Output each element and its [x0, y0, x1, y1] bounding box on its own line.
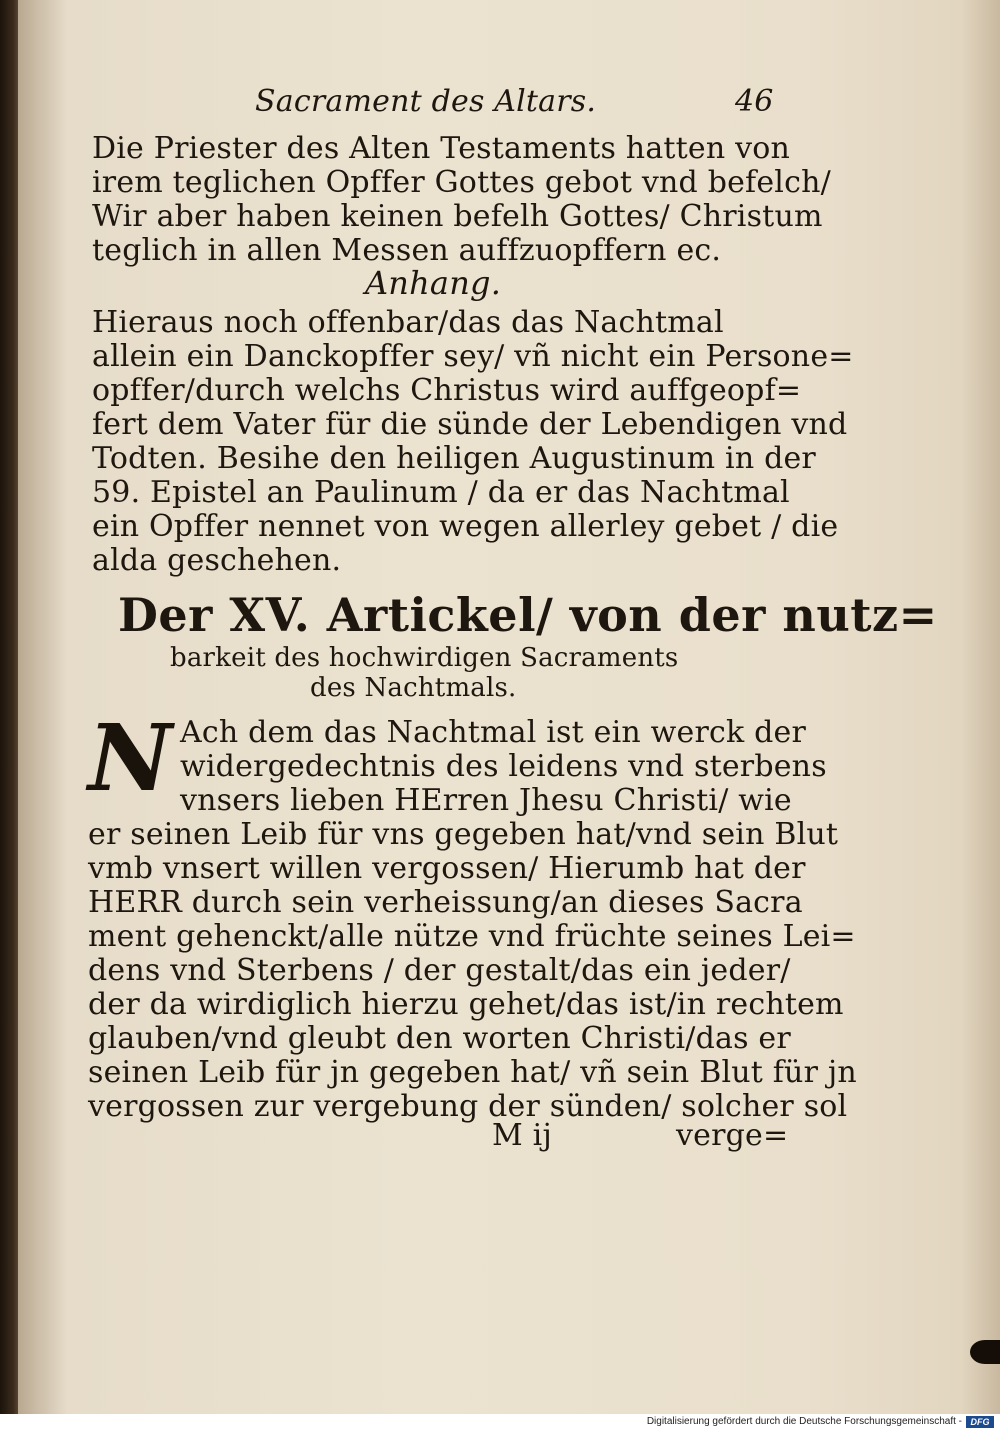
article-title: Der XV. Artickel/ von der nutz= [118, 588, 938, 642]
text-line: teglich in allen Messen auffzuopffern ec. [92, 233, 722, 268]
text-line: opffer/durch welchs Christus wird auffgeopf= [92, 373, 802, 408]
text-line: Todten. Besihe den heiligen Augustinum in der [92, 441, 816, 476]
dfg-logo-icon: DFG [966, 1416, 994, 1428]
text-line: ment gehenckt/alle nütze vnd früchte seines Lei= [88, 919, 856, 954]
folio-number: 46 [735, 84, 774, 119]
text-line: vnsers lieben HErren Jhesu Christi/ wie [180, 783, 792, 818]
text-line: Hieraus noch offenbar/das das Nachtmal [92, 305, 724, 340]
text-line: irem teglichen Opffer Gottes gebot vnd befelch/ [92, 165, 831, 200]
paragraph-1 [92, 132, 831, 268]
text-line: widergedechtnis des leidens vnd sterbens [180, 749, 827, 784]
running-header: Sacrament des Altars. [255, 84, 597, 119]
text-line: 59. Epistel an Paulinum / da er das Nachtmal [92, 475, 790, 510]
funding-note: Digitalisierung gefördert durch die Deutsche Forschungsgemeinschaft - [646, 1416, 962, 1427]
text-line: HERR durch sein verheissung/an dieses Sacra [88, 885, 803, 920]
text-line: der da wirdiglich hierzu gehet/das ist/in rechtem [88, 987, 844, 1022]
paragraph-2 [92, 306, 854, 578]
body-full [88, 818, 857, 1124]
text-line: er seinen Leib für vns gegeben hat/vnd sein Blut [88, 817, 839, 852]
text-line: Die Priester des Alten Testaments hatten von [92, 131, 791, 166]
text-line: fert dem Vater für die sünde der Lebendigen vnd [92, 407, 848, 442]
text-line: seinen Leib für jn gegeben hat/ vñ sein Blut für jn [88, 1055, 857, 1090]
text-line: vmb vnsert willen vergossen/ Hierumb hat der [88, 851, 806, 886]
text-line: ein Opffer nennet von wegen allerley gebet / die [92, 509, 839, 544]
article-subtitle-2: des Nachtmals. [310, 673, 517, 703]
decorated-initial: N [88, 704, 173, 812]
catchword: verge= [676, 1118, 789, 1153]
text-line: alda geschehen. [92, 543, 342, 578]
text-line: glauben/vnd gleubt den worten Christi/das er [88, 1021, 791, 1056]
article-subtitle-1: barkeit des hochwirdigen Sacraments [170, 643, 679, 673]
text-line: Ach dem das Nachtmal ist ein werck der [180, 715, 807, 750]
text-line: allein ein Danckopffer sey/ vñ nicht ein Persone= [92, 339, 854, 374]
section-heading-anhang: Anhang. [365, 264, 502, 302]
page-damage-spot [970, 1340, 1000, 1364]
text-line: vergossen zur vergebung der sünden/ solcher sol [88, 1089, 848, 1124]
signature-mark: M ij [492, 1118, 552, 1153]
text-line: dens vnd Sterbens / der gestalt/das ein jeder/ [88, 953, 791, 988]
text-line: Wir aber haben keinen befelh Gottes/ Christum [92, 199, 823, 234]
body-indented [180, 716, 827, 818]
